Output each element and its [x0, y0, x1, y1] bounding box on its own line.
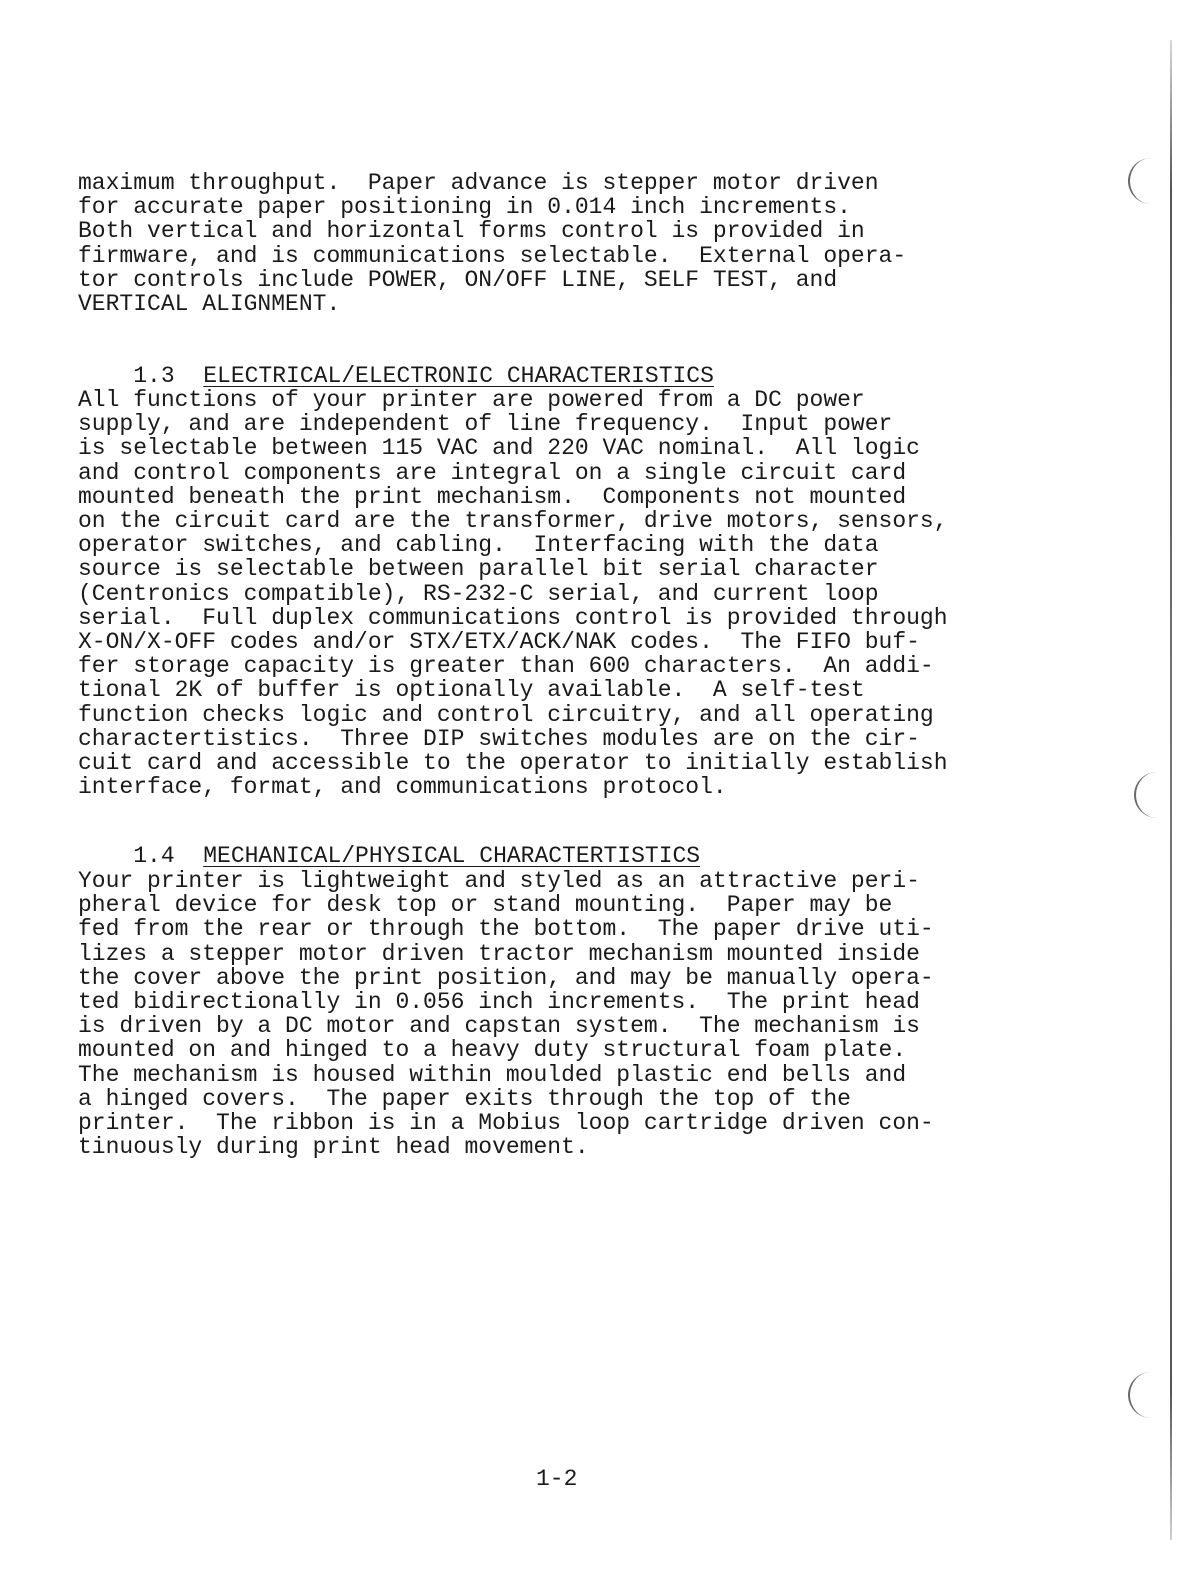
binding-edge-line	[1170, 40, 1172, 1540]
page-number: 1-2	[536, 1466, 578, 1492]
binding-hole-top	[1128, 158, 1158, 204]
intro-paragraph: maximum throughput. Paper advance is stepper motor driven for accurate paper positioning in 0.014 inch increments. Both vertical and horizontal forms control is provided in firmware, and is communications selectable. External opera- tor controls include POWER, ON/OFF LINE, SELF TEST, and VERTICAL ALIGNMENT.	[78, 170, 907, 318]
section-1-4-title: MECHANICAL/PHYSICAL CHARACTERTISTICS	[203, 843, 701, 869]
section-1-4-number: 1.4	[133, 843, 175, 869]
binding-hole-middle	[1134, 772, 1164, 818]
binding-hole-bottom	[1128, 1372, 1158, 1418]
section-1-3-number: 1.3	[133, 363, 175, 389]
section-1-3-title: ELECTRICAL/ELECTRONIC CHARACTERISTICS	[203, 363, 714, 389]
section-1-3-body: All functions of your printer are powered from a DC power supply, and are independent of line frequency. Input power is selectable between 115 VAC and 220 VAC nominal. All logic and control components are integral on a single circuit card mounted beneath the print mechanism. Components not mounted on the circuit card are the transformer, drive motors, sensors, operator switches, and cabling. Interfacing with the data source is selectable between parallel bit serial character (Centronics compatible), RS-232-C serial, and current loop serial. Full duplex communications control is provided through X-ON/X-OFF codes and/or STX/ETX/ACK/NAK codes. The FIFO buf- fer storage capacity is greater than 600 characters. An addi- tional 2K of buffer is optionally available. A self-test function checks logic and control circuitry, and all operating charactertistics. Three DIP switches modules are on the cir- cuit card and accessible to the operator to initially establish interface, format, and communications protocol.	[78, 387, 948, 801]
section-1-4-body: Your printer is lightweight and styled as an attractive peri- pheral device for desk top or stand mounting. Paper may be fed from the rear or through the bottom. The paper drive uti- lizes a stepper motor driven tractor mechanism mounted inside the cover above the print position, and may be manually opera- ted bidirectionally in 0.056 inch increments. The print head is driven by a DC motor and capstan system. The mechanism is mounted on and hinged to a heavy duty structural foam plate. The mechanism is housed within moulded plastic end bells and a hinged covers. The paper exits through the top of the printer. The ribbon is in a Mobius loop cartridge driven con- tinuously during print head movement.	[78, 868, 934, 1161]
